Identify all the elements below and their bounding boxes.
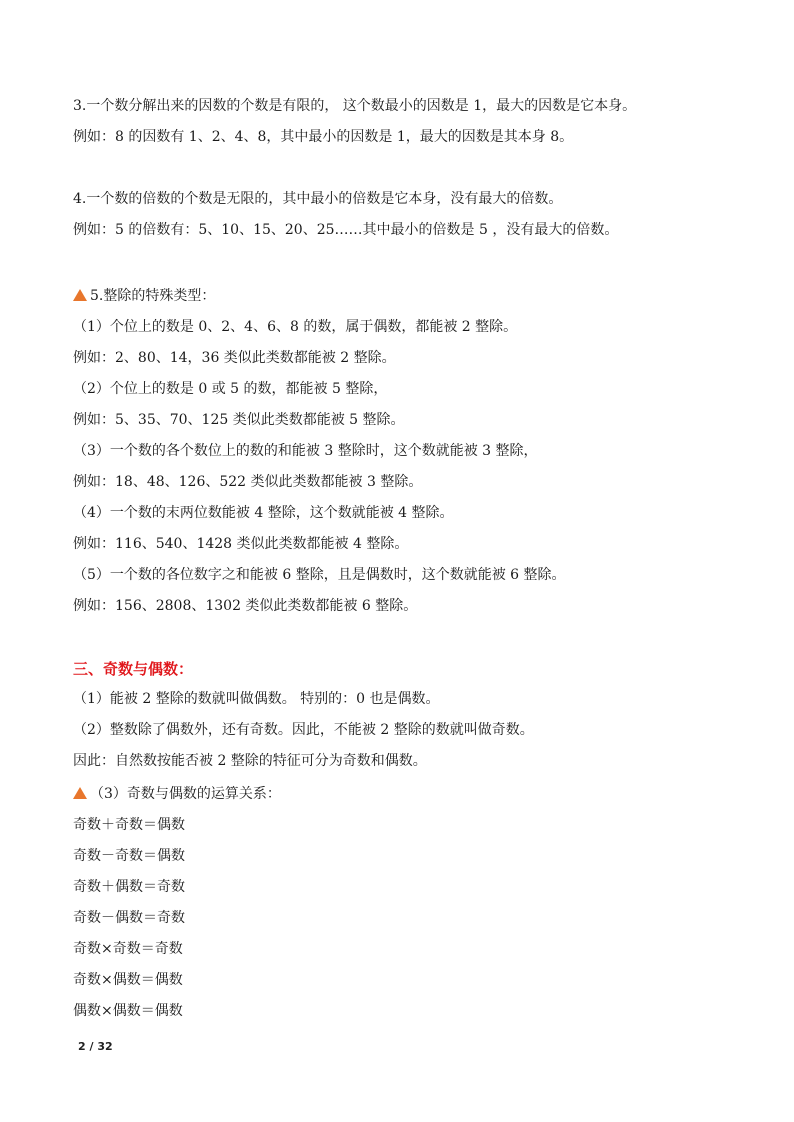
section-divisibility-types — [73, 287, 754, 305]
warning-triangle-icon — [73, 787, 87, 799]
definition-odd: （2）整数除了偶数外，还有奇数。因此，不能被 2 整除的数就叫做奇数。 — [73, 722, 534, 738]
classification-note: 因此：自然数按能否被 2 整除的特征可分为奇数和偶数。 — [73, 753, 427, 769]
rule-odd-minus-even: 奇数－偶数＝奇数 — [73, 910, 185, 926]
rule-divisible-by-2: （1）个位上的数是 0、2、4、6、8 的数，属于偶数，都能被 2 整除。 — [73, 319, 518, 335]
example-divisible-by-2: 例如：2、80、14，36 类似此类数都能被 2 整除。 — [73, 350, 396, 366]
paragraph-factor-count: 3.一个数分解出来的因数的个数是有限的， 这个数最小的因数是 1，最大的因数是它本身。 — [73, 98, 637, 114]
rule-odd-plus-even: 奇数＋偶数＝奇数 — [73, 879, 185, 895]
rule-odd-minus-odd: 奇数－奇数＝偶数 — [73, 848, 185, 864]
section-divisibility-title: 5.整除的特殊类型： — [90, 288, 216, 304]
rule-even-times-even: 偶数×偶数＝偶数 — [73, 1003, 183, 1019]
definition-even: （1）能被 2 整除的数就叫做偶数。 特别的：0 也是偶数。 — [73, 691, 440, 707]
example-divisible-by-3: 例如：18、48、126、522 类似此类数都能被 3 整除。 — [73, 474, 423, 490]
example-divisible-by-4: 例如：116、540、1428 类似此类数都能被 4 整除。 — [73, 536, 409, 552]
example-divisible-by-5: 例如：5、35、70、125 类似此类数都能被 5 整除。 — [73, 412, 405, 428]
example-factors-of-8: 例如：8 的因数有 1、2、4、8，其中最小的因数是 1，最大的因数是其本身 8。 — [73, 129, 574, 145]
rule-divisible-by-4: （4）一个数的末两位数能被 4 整除，这个数就能被 4 整除。 — [73, 505, 454, 521]
rule-divisible-by-3: （3）一个数的各个数位上的数的和能被 3 整除时，这个数就能被 3 整除， — [73, 443, 538, 459]
section-operation-title: （3）奇数与偶数的运算关系： — [90, 786, 281, 802]
warning-triangle-icon — [73, 289, 87, 301]
paragraph-multiple-count: 4.一个数的倍数的个数是无限的，其中最小的倍数是它本身，没有最大的倍数。 — [73, 191, 563, 207]
rule-divisible-by-5: （2）个位上的数是 0 或 5 的数，都能被 5 整除， — [73, 381, 388, 397]
page-number: 2 / 32 — [78, 1040, 113, 1053]
example-multiples-of-5: 例如：5 的倍数有：5、10、15、20、25……其中最小的倍数是 5 ，没有最大的倍数。 — [73, 222, 619, 238]
section-heading-odd-even: 三、奇数与偶数： — [73, 660, 194, 678]
rule-divisible-by-6: （5）一个数的各位数字之和能被 6 整除，且是偶数时，这个数就能被 6 整除。 — [73, 567, 566, 583]
example-divisible-by-6: 例如：156、2808、1302 类似此类数都能被 6 整除。 — [73, 598, 418, 614]
section-operation-relations — [73, 785, 754, 803]
rule-odd-times-even: 奇数×偶数＝偶数 — [73, 972, 183, 988]
rule-odd-times-odd: 奇数×奇数＝奇数 — [73, 941, 183, 957]
rule-odd-plus-odd: 奇数＋奇数＝偶数 — [73, 817, 185, 833]
